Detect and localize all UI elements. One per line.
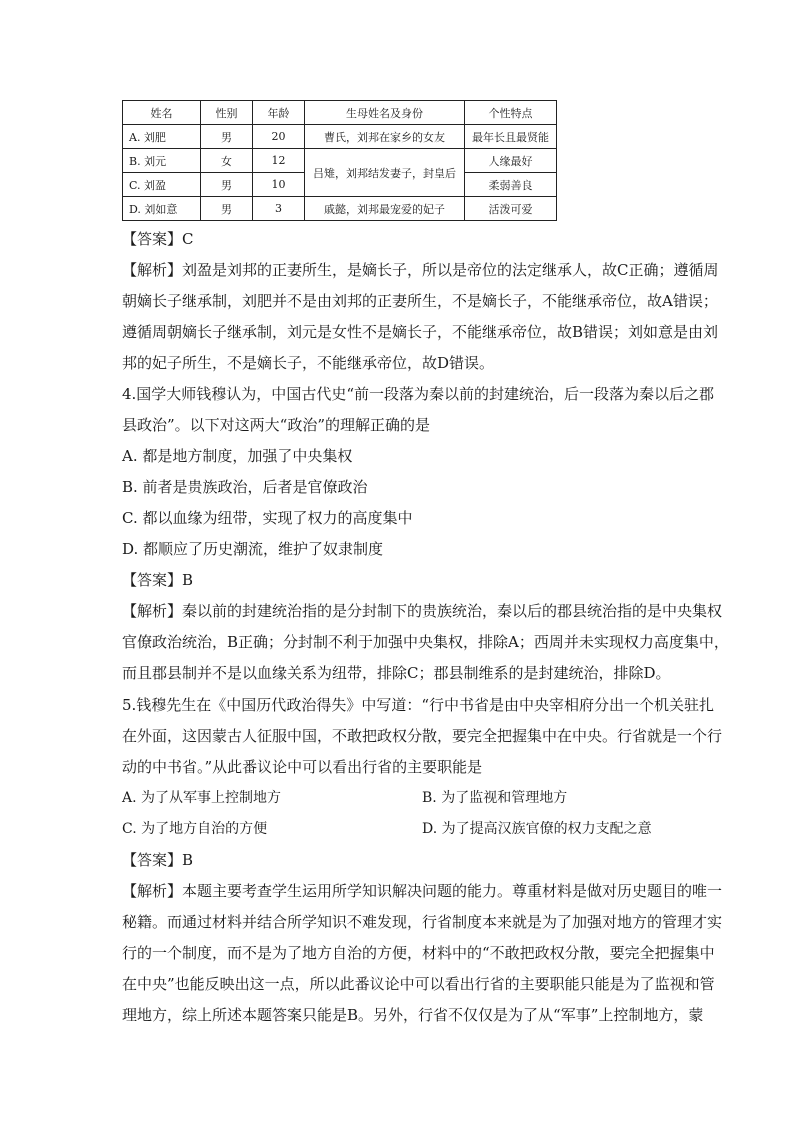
table-header-cell: 生母姓名及身份 [305, 101, 465, 125]
analysis-text: 官僚政治统治，B正确；分封制不利于加强中央集权，排除A；西周并未实现权力高度集中， [122, 633, 729, 651]
table-cell: 吕雉，刘邦结发妻子，封皇后 [305, 149, 465, 197]
table-header-cell: 姓名 [123, 101, 201, 125]
question-text: 5.钱穆先生在《中国历代政治得失》中写道：“行中书省是由中央宰相府分出一个机关驻扎 [122, 696, 714, 714]
option-text: D. 都顺应了历史潮流，维护了奴隶制度 [122, 540, 384, 558]
analysis-text: 理地方，综上所述本题答案只能是B。另外，行省不仅仅是为了从“军事”上控制地方，蒙 [122, 1006, 704, 1024]
table-row [123, 149, 557, 173]
analysis-text: 【解析】本题主要考查学生运用所学知识解决问题的能力。尊重材料是做对历史题目的唯一 [122, 882, 723, 900]
table-cell: 戚懿，刘邦最宠爱的妃子 [305, 197, 465, 221]
option-text: A. 为了从军事上控制地方 [122, 790, 282, 806]
answer-label: 【答案】C [122, 230, 194, 248]
analysis-text: 在中央”也能反映出这一点，所以此番议论中可以看出行省的主要职能只能是为了监视和管 [122, 975, 715, 993]
question-text: 县政治”。以下对这两大“政治”的理解正确的是 [122, 416, 431, 434]
table-cell: B. 刘元 [123, 149, 201, 173]
option-text: B. 为了监视和管理地方 [422, 790, 568, 806]
table-cell: 3 [253, 197, 305, 221]
analysis-text: 遵循周朝嫡长子继承制，刘元是女性不是嫡长子，不能继承帝位，故B错误；刘如意是由刘 [122, 323, 719, 341]
table-row [123, 125, 557, 149]
table-header-cell: 个性特点 [465, 101, 557, 125]
table-cell: 最年长且最贤能 [465, 125, 557, 149]
answer-label: 【答案】B [122, 571, 194, 589]
table-cell: C. 刘盈 [123, 173, 201, 197]
table-cell: 男 [201, 125, 253, 149]
option-text: A. 都是地方制度，加强了中央集权 [122, 447, 353, 465]
table-cell: 男 [201, 173, 253, 197]
sons-info-table [122, 100, 557, 221]
question-text: 在外面，这因蒙古人征服中国，不敢把政权分散，要完全把握集中在中央。行省就是一个行 [122, 727, 723, 745]
table-cell: D. 刘如意 [123, 197, 201, 221]
table-cell: 10 [253, 173, 305, 197]
option-text: D. 为了提高汉族官僚的权力支配之意 [422, 821, 652, 837]
analysis-text: 【解析】秦以前的封建统治指的是分封制下的贵族统治，秦以后的郡县统治指的是中央集权 [122, 602, 723, 620]
table-header-cell: 年龄 [253, 101, 305, 125]
question-text: 动的中书省。”从此番议论中可以看出行省的主要职能是 [122, 758, 483, 776]
option-text: C. 都以血缘为纽带，实现了权力的高度集中 [122, 509, 413, 527]
table-cell: 人缘最好 [465, 149, 557, 173]
table-header-row [123, 101, 557, 125]
table-cell: 女 [201, 149, 253, 173]
table-cell: 20 [253, 125, 305, 149]
analysis-text: 行的一个制度，而不是为了地方自治的方便，材料中的“不敢把政权分散，要完全把握集中 [122, 944, 715, 962]
table-cell: A. 刘肥 [123, 125, 201, 149]
table-header-cell: 性别 [201, 101, 253, 125]
table-row [123, 197, 557, 221]
option-text: B. 前者是贵族政治，后者是官僚政治 [122, 478, 368, 496]
table-cell: 曹氏，刘邦在家乡的女友 [305, 125, 465, 149]
table-cell: 活泼可爱 [465, 197, 557, 221]
analysis-text: 邦的妃子所生，不是嫡长子，不能继承帝位，故D错误。 [122, 354, 495, 372]
table-cell: 男 [201, 197, 253, 221]
analysis-text: 秘籍。而通过材料并结合所学知识不难发现，行省制度本来就是为了加强对地方的管理才实 [122, 913, 723, 931]
table-cell: 柔弱善良 [465, 173, 557, 197]
answer-label: 【答案】B [122, 851, 194, 869]
analysis-text: 朝嫡长子继承制，刘肥并不是由刘邦的正妻所生，不是嫡长子，不能继承帝位，故A错误； [122, 292, 718, 310]
analysis-text: 【解析】刘盈是刘邦的正妻所生，是嫡长子，所以是帝位的法定继承人，故C正确；遵循周 [122, 261, 719, 279]
analysis-text: 而且郡县制并不是以血缘关系为纽带，排除C；郡县制维系的是封建统治，排除D。 [122, 664, 671, 682]
option-text: C. 为了地方自治的方便 [122, 821, 268, 837]
table-cell: 12 [253, 149, 305, 173]
question-text: 4.国学大师钱穆认为，中国古代史“前一段落为秦以前的封建统治，后一段落为秦以后之郡 [122, 385, 714, 403]
